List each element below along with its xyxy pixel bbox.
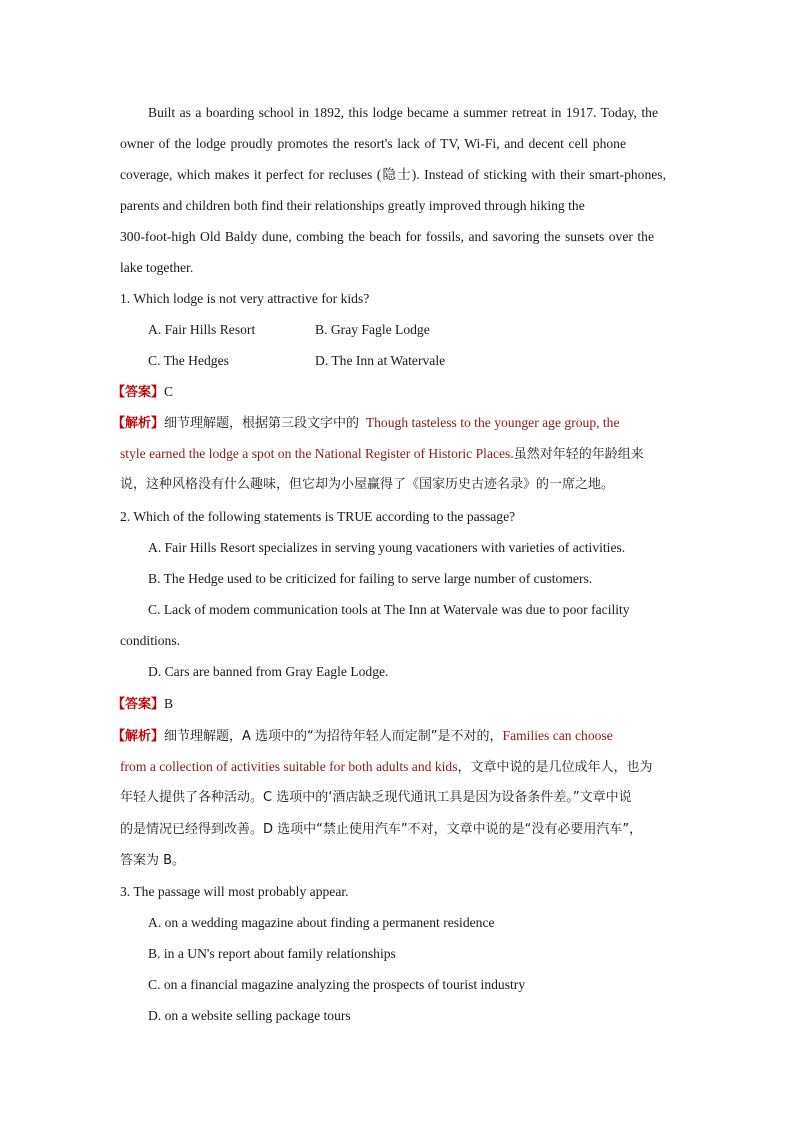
q2-answer: B xyxy=(164,696,174,711)
q1-analysis-quote-1: Though tasteless to the younger age group, the xyxy=(365,415,620,430)
q2-analysis-line-3: 年轻人提供了各种活动。C 选项中的‘酒店缺乏现代通讯工具是因为设备条件差。”文章中说 xyxy=(120,790,632,805)
q1-analysis-mark: 【解析】 xyxy=(112,416,165,431)
q2-analysis-cn-2: ，文章中说的是几位成年人，也为 xyxy=(457,760,653,775)
question-2: 2. Which of the following statements is TRUE according to the passage? xyxy=(120,509,516,524)
passage-line-4: parents and children both find their relationships greatly improved through hiking the xyxy=(120,198,585,213)
q3-option-c: C. on a financial magazine analyzing the prospects of tourist industry xyxy=(148,977,526,992)
passage-line-1: Built as a boarding school in 1892, this lodge became a summer retreat in 1917. Today, the xyxy=(148,105,658,120)
q3-option-b: B. in a UN's report about family relationships xyxy=(148,946,396,961)
q2-analysis-line-1 xyxy=(112,726,680,747)
q2-answer-mark: 【答案】 xyxy=(112,697,165,712)
q2-analysis-line-4: 的是情况已经得到改善。D 选项中“禁止使用汽车”不对，文章中说的是“没有必要用汽车”， xyxy=(120,822,643,837)
q1-analysis-cn-2: 虽然对年轻的年龄组来 xyxy=(513,447,644,462)
passage-line-6: lake together. xyxy=(120,260,194,275)
question-1: 1. Which lodge is not very attractive for kids? xyxy=(120,291,370,306)
q2-option-d: D. Cars are banned from Gray Eagle Lodge. xyxy=(148,664,389,679)
passage-line-2: owner of the lodge proudly promotes the resort's lack of TV, Wi-Fi, and decent cell phone xyxy=(120,136,626,151)
q2-analysis-line-2 xyxy=(120,757,680,778)
q2-analysis-quote-1: Families can choose xyxy=(502,728,613,743)
q3-option-a: A. on a wedding magazine about finding a permanent residence xyxy=(148,915,495,930)
q2-analysis-cn-1: 细节理解题，A 选项中的“为招待年轻人而定制”是不对的， xyxy=(164,729,503,744)
q1-option-c: C. The Hedges xyxy=(148,353,229,368)
passage-line-5: 300-foot-high Old Baldy dune, combing the beach for fossils, and savoring the sunsets over the xyxy=(120,229,654,244)
question-3: 3. The passage will most probably appear. xyxy=(120,884,349,899)
q2-analysis-mark: 【解析】 xyxy=(112,729,165,744)
q1-analysis-line-3: 说，这种风格没有什么趣味，但它却为小屋赢得了《国家历史古迹名录》的一席之地。 xyxy=(120,477,615,492)
q2-option-c-line-1: C. Lack of modem communication tools at The Inn at Watervale was due to poor facility xyxy=(148,602,630,617)
q1-analysis-quote-2: style earned the lodge a spot on the National Register of Historic Places. xyxy=(120,446,514,461)
q1-option-d: D. The Inn at Watervale xyxy=(315,353,446,368)
q1-answer-row xyxy=(112,382,672,403)
passage-line-3: coverage, which makes it perfect for recluses (隐士). Instead of sticking with their smart-phones, xyxy=(120,167,666,182)
q1-option-a: A. Fair Hills Resort xyxy=(148,322,256,337)
q2-analysis-line-5: 答案为 B。 xyxy=(120,853,186,868)
q1-analysis-line-1 xyxy=(112,413,680,434)
q2-answer-row xyxy=(112,694,672,715)
q1-answer: C xyxy=(164,384,174,399)
q2-analysis-quote-2: from a collection of activities suitable for both adults and kids xyxy=(120,759,458,774)
q1-option-b: B. Gray Fagle Lodge xyxy=(315,322,430,337)
q2-option-b: B. The Hedge used to be criticized for failing to serve large number of customers. xyxy=(148,571,593,586)
q1-answer-mark: 【答案】 xyxy=(112,385,165,400)
q3-option-d: D. on a website selling package tours xyxy=(148,1008,351,1023)
q1-analysis-line-2 xyxy=(120,444,680,465)
q1-analysis-cn-1: 细节理解题，根据第三段文字中的 xyxy=(164,416,360,431)
q2-option-a: A. Fair Hills Resort specializes in serving young vacationers with varieties of activities. xyxy=(148,540,626,555)
q2-option-c-line-2: conditions. xyxy=(120,633,181,648)
